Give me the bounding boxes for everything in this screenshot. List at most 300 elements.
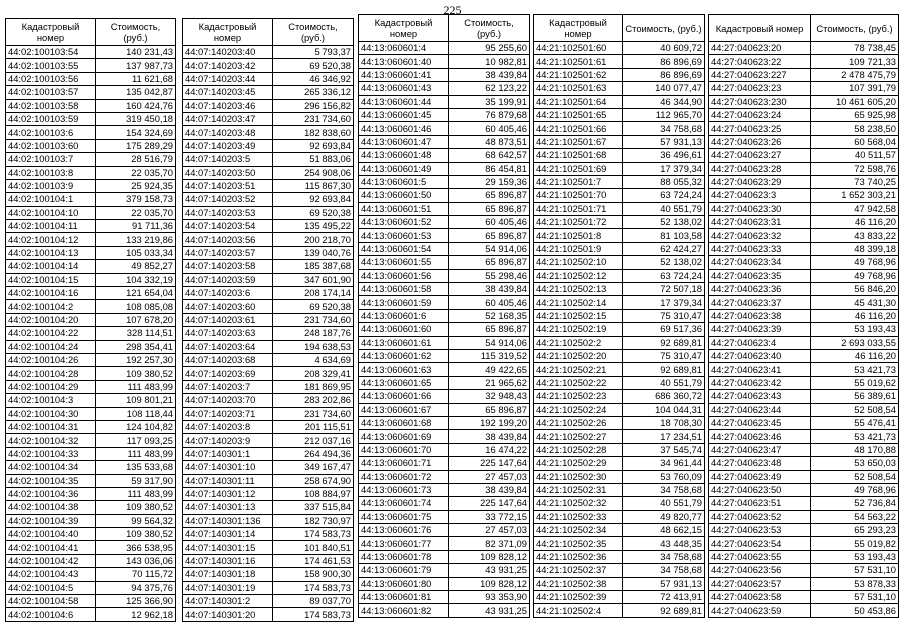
cost-cell: 107 678,20 [96, 313, 176, 326]
table-row [6, 528, 176, 541]
table-row [6, 434, 176, 447]
table-row [6, 179, 176, 192]
table-row [6, 260, 176, 273]
cost-cell: 17 234,51 [623, 430, 705, 443]
cost-cell: 35 199,91 [449, 95, 530, 108]
cadastral-number-cell: 44:13:060601:60 [359, 323, 449, 336]
cadastral-number-cell: 44:02:100103:55 [6, 59, 96, 72]
cadastral-number-cell: 44:27:040623:56 [709, 564, 811, 577]
table-row [183, 581, 354, 594]
cadastral-number-cell: 44:21:102502:27 [534, 430, 623, 443]
cadastral-number-cell: 44:27:040623:59 [709, 604, 811, 617]
cadastral-number-cell: 44:27:040623:31 [709, 216, 811, 229]
cost-cell: 109 828,12 [449, 577, 530, 590]
cost-cell: 86 896,69 [623, 55, 705, 68]
cost-cell: 55 298,46 [449, 269, 530, 282]
cost-cell: 65 896,87 [449, 256, 530, 269]
cost-cell: 194 638,53 [273, 340, 354, 353]
table-row [534, 430, 705, 443]
cost-cell: 225 147,64 [449, 497, 530, 510]
cost-cell: 58 238,50 [811, 122, 899, 135]
cadastral-number-cell: 44:21:102501:70 [534, 189, 623, 202]
cost-cell: 208 329,41 [273, 367, 354, 380]
cost-cell: 65 896,87 [449, 202, 530, 215]
table-row [183, 608, 354, 621]
cadastral-number-cell: 44:07:140203:63 [183, 327, 273, 340]
cadastral-number-cell: 44:07:140203:50 [183, 166, 273, 179]
cadastral-number-cell: 44:27:040623:34 [709, 256, 811, 269]
table-row [6, 447, 176, 460]
cadastral-number-cell: 44:07:140203:58 [183, 260, 273, 273]
cost-cell: 38 439,84 [449, 283, 530, 296]
cost-cell: 182 730,97 [273, 514, 354, 527]
cadastral-number-cell: 44:02:100104:36 [6, 487, 96, 500]
table-row [534, 269, 705, 282]
table-row [709, 483, 899, 496]
cost-cell: 68 642,57 [449, 149, 530, 162]
cadastral-number-cell: 44:07:140203:57 [183, 246, 273, 259]
cost-cell: 91 711,36 [96, 220, 176, 233]
table-row [359, 108, 530, 121]
table-row [359, 283, 530, 296]
table-row [6, 313, 176, 326]
cadastral-number-cell: 44:07:140301:14 [183, 528, 273, 541]
cadastral-number-cell: 44:21:102502:13 [534, 283, 623, 296]
cost-cell: 48 662,15 [623, 524, 705, 537]
cadastral-number-cell: 44:02:100104:26 [6, 353, 96, 366]
cost-cell: 231 734,60 [273, 112, 354, 125]
cadastral-number-cell: 44:02:100103:59 [6, 112, 96, 125]
table-row [359, 430, 530, 443]
cadastral-number-cell: 44:07:140203:69 [183, 367, 273, 380]
cost-cell: 105 033,34 [96, 246, 176, 259]
cadastral-number-cell: 44:27:040623:57 [709, 577, 811, 590]
cost-cell: 60 405,46 [449, 122, 530, 135]
cadastral-number-cell: 44:27:040623:38 [709, 309, 811, 322]
header-cadastral-number: Кадастровый номер [709, 15, 811, 42]
cost-cell: 88 055,32 [623, 175, 705, 188]
cost-cell: 38 439,84 [449, 430, 530, 443]
cadastral-number-cell: 44:13:060601:61 [359, 336, 449, 349]
cadastral-number-cell: 44:27:040623:227 [709, 68, 811, 81]
table-row [183, 528, 354, 541]
table-row [6, 394, 176, 407]
table-row [534, 202, 705, 215]
cost-cell: 265 336,12 [273, 86, 354, 99]
cost-cell: 175 289,29 [96, 139, 176, 152]
table-row [359, 202, 530, 215]
cadastral-number-cell: 44:13:060601:53 [359, 229, 449, 242]
table-row [183, 72, 354, 85]
cadastral-number-cell: 44:07:140203:42 [183, 59, 273, 72]
table-row [6, 153, 176, 166]
cost-cell: 109 801,21 [96, 394, 176, 407]
cost-cell: 182 838,60 [273, 126, 354, 139]
cadastral-number-cell: 44:21:102502:15 [534, 309, 623, 322]
header-cadastral-number: Кадастровый номер [183, 19, 273, 46]
table-row [183, 246, 354, 259]
cost-cell: 53 421,73 [811, 430, 899, 443]
table-row [359, 95, 530, 108]
page-number: 225 [443, 3, 462, 17]
cadastral-number-cell: 44:02:100104:34 [6, 461, 96, 474]
table-row [534, 497, 705, 510]
table-row [709, 416, 899, 429]
cost-cell: 296 156,82 [273, 99, 354, 112]
cost-cell: 38 439,84 [449, 68, 530, 81]
cadastral-number-cell: 44:07:140301:13 [183, 501, 273, 514]
cost-cell: 92 693,84 [273, 193, 354, 206]
table-row [183, 59, 354, 72]
cadastral-number-cell: 44:27:040623:51 [709, 497, 811, 510]
cadastral-number-cell: 44:07:140301:136 [183, 514, 273, 527]
table-row [534, 457, 705, 470]
cost-cell: 99 564,32 [96, 514, 176, 527]
cadastral-number-cell: 44:21:102502:22 [534, 376, 623, 389]
table-row [183, 193, 354, 206]
table-row [534, 229, 705, 242]
cadastral-number-cell: 44:13:060601:63 [359, 363, 449, 376]
table-row [6, 59, 176, 72]
cost-cell: 52 138,02 [623, 216, 705, 229]
cadastral-number-cell: 44:07:140203:45 [183, 86, 273, 99]
cost-cell: 108 118,44 [96, 407, 176, 420]
table-header-row [534, 15, 705, 42]
cost-cell: 34 758,68 [623, 122, 705, 135]
cost-cell: 111 483,99 [96, 447, 176, 460]
cost-cell: 89 037,70 [273, 595, 354, 608]
table-row [6, 514, 176, 527]
cost-cell: 45 431,30 [811, 296, 899, 309]
table-row [534, 135, 705, 148]
table-row [183, 474, 354, 487]
cost-cell: 46 344,90 [623, 95, 705, 108]
cadastral-number-cell: 44:13:060601:43 [359, 82, 449, 95]
cadastral-number-cell: 44:27:040623:35 [709, 269, 811, 282]
cadastral-number-cell: 44:13:060601:54 [359, 242, 449, 255]
cost-cell: 72 598,76 [811, 162, 899, 175]
cadastral-number-cell: 44:02:100104:41 [6, 541, 96, 554]
table-row [534, 390, 705, 403]
cost-cell: 109 380,52 [96, 367, 176, 380]
cadastral-number-cell: 44:27:040623:48 [709, 457, 811, 470]
table-row [534, 162, 705, 175]
cost-cell: 17 379,34 [623, 162, 705, 175]
cost-cell: 124 104,82 [96, 420, 176, 433]
table-row [6, 139, 176, 152]
cost-cell: 46 116,20 [811, 216, 899, 229]
cost-cell: 46 346,92 [273, 72, 354, 85]
cost-cell: 53 650,03 [811, 457, 899, 470]
cost-cell: 65 925,98 [811, 108, 899, 121]
cost-cell: 63 724,24 [623, 269, 705, 282]
cadastral-number-cell: 44:13:060601:48 [359, 149, 449, 162]
table-row [534, 189, 705, 202]
cost-cell: 140 077,47 [623, 82, 705, 95]
table-row [359, 550, 530, 563]
cost-cell: 52 508,54 [811, 470, 899, 483]
cadastral-number-cell: 44:13:060601:74 [359, 497, 449, 510]
table-row [709, 122, 899, 135]
table-row [6, 353, 176, 366]
cadastral-number-cell: 44:27:040623:58 [709, 591, 811, 604]
cost-cell: 208 174,14 [273, 287, 354, 300]
cost-cell: 258 674,90 [273, 474, 354, 487]
cost-cell: 53 193,43 [811, 550, 899, 563]
cadastral-number-cell: 44:13:060601:47 [359, 135, 449, 148]
table-row [709, 336, 899, 349]
cost-cell: 65 293,23 [811, 524, 899, 537]
table-row [359, 229, 530, 242]
table-row [359, 349, 530, 362]
cost-cell: 53 421,73 [811, 363, 899, 376]
cost-cell: 248 187,76 [273, 327, 354, 340]
cadastral-number-cell: 44:13:060601:56 [359, 269, 449, 282]
table-row [183, 126, 354, 139]
cost-cell: 57 931,13 [623, 577, 705, 590]
cadastral-number-cell: 44:13:060601:79 [359, 564, 449, 577]
table-row [359, 189, 530, 202]
cadastral-number-cell: 44:27:040623:25 [709, 122, 811, 135]
cost-cell: 158 900,30 [273, 568, 354, 581]
cadastral-number-cell: 44:27:040623:22 [709, 55, 811, 68]
cadastral-number-cell: 44:02:100104:30 [6, 407, 96, 420]
cadastral-number-cell: 44:02:100103:54 [6, 46, 96, 59]
table-row [359, 470, 530, 483]
table-row [183, 434, 354, 447]
cadastral-number-cell: 44:07:140203:48 [183, 126, 273, 139]
cadastral-number-cell: 44:21:102502:10 [534, 256, 623, 269]
table-row [534, 483, 705, 496]
cadastral-number-cell: 44:13:060601:72 [359, 470, 449, 483]
table-row [6, 193, 176, 206]
table-row [709, 510, 899, 523]
cost-cell: 32 948,43 [449, 390, 530, 403]
cadastral-number-cell: 44:07:140301:2 [183, 595, 273, 608]
cost-cell: 46 116,20 [811, 349, 899, 362]
table-row [359, 591, 530, 604]
table-row [359, 457, 530, 470]
cadastral-number-cell: 44:02:100104:10 [6, 206, 96, 219]
table-row [183, 447, 354, 460]
cadastral-number-cell: 44:21:102502:29 [534, 457, 623, 470]
cost-cell: 49 820,77 [623, 510, 705, 523]
cadastral-number-cell: 44:13:060601:59 [359, 296, 449, 309]
table-row [359, 135, 530, 148]
cost-cell: 212 037,16 [273, 434, 354, 447]
cost-cell: 181 869,95 [273, 380, 354, 393]
cadastral-number-cell: 44:21:102502:35 [534, 537, 623, 550]
cadastral-number-cell: 44:02:100104:12 [6, 233, 96, 246]
table-row [6, 246, 176, 259]
cost-cell: 135 533,68 [96, 461, 176, 474]
table-row [6, 568, 176, 581]
cadastral-number-cell: 44:21:102501:69 [534, 162, 623, 175]
cadastral-number-cell: 44:02:100104:5 [6, 581, 96, 594]
cadastral-number-cell: 44:13:060601:66 [359, 390, 449, 403]
cost-cell: 29 159,36 [449, 175, 530, 188]
cadastral-number-cell: 44:27:040623:28 [709, 162, 811, 175]
cost-cell: 1 652 303,21 [811, 189, 899, 202]
table-row [709, 604, 899, 617]
cost-cell: 82 371,09 [449, 537, 530, 550]
table-row [183, 206, 354, 219]
table-row [709, 309, 899, 322]
cadastral-number-cell: 44:13:060601:44 [359, 95, 449, 108]
cost-cell: 38 439,84 [449, 483, 530, 496]
cost-cell: 53 878,33 [811, 577, 899, 590]
cadastral-number-cell: 44:02:100104:38 [6, 501, 96, 514]
table-row [183, 380, 354, 393]
cost-cell: 65 896,87 [449, 323, 530, 336]
cadastral-number-cell: 44:02:100104:3 [6, 394, 96, 407]
cost-cell: 17 379,34 [623, 296, 705, 309]
cost-cell: 54 563,22 [811, 510, 899, 523]
cadastral-number-cell: 44:07:140301:16 [183, 554, 273, 567]
table-row [6, 72, 176, 85]
cost-cell: 60 405,46 [449, 216, 530, 229]
cost-cell: 72 413,91 [623, 591, 705, 604]
cost-cell: 154 324,69 [96, 126, 176, 139]
header-cost: Стоимость, (руб.) [449, 15, 530, 42]
header-cadastral-number: Кадастровый номер [534, 15, 623, 42]
cost-cell: 40 551,79 [623, 376, 705, 389]
cost-cell: 62 424,27 [623, 242, 705, 255]
cost-cell: 37 545,74 [623, 443, 705, 456]
table-row [709, 443, 899, 456]
table-row [709, 349, 899, 362]
cost-cell: 2 478 475,79 [811, 68, 899, 81]
cost-cell: 43 931,25 [449, 604, 530, 617]
table-row [183, 514, 354, 527]
cost-cell: 16 474,22 [449, 443, 530, 456]
cadastral-number-cell: 44:07:140203:52 [183, 193, 273, 206]
cadastral-number-cell: 44:21:102502:21 [534, 363, 623, 376]
table-row [183, 327, 354, 340]
cadastral-number-cell: 44:27:040623:27 [709, 149, 811, 162]
cadastral-number-cell: 44:21:102501:65 [534, 108, 623, 121]
cost-cell: 40 511,57 [811, 149, 899, 162]
table-row [6, 554, 176, 567]
cost-cell: 69 520,38 [273, 59, 354, 72]
cadastral-number-cell: 44:07:140203:9 [183, 434, 273, 447]
table-row [709, 216, 899, 229]
cost-table-1 [5, 18, 176, 622]
cadastral-number-cell: 44:27:040623:29 [709, 175, 811, 188]
table-row [709, 82, 899, 95]
cost-cell: 174 461,53 [273, 554, 354, 567]
cost-cell: 48 873,51 [449, 135, 530, 148]
cadastral-number-cell: 44:21:102502:4 [534, 604, 623, 617]
cost-cell: 121 654,04 [96, 287, 176, 300]
cadastral-number-cell: 44:13:060601:62 [359, 349, 449, 362]
cost-cell: 92 689,81 [623, 363, 705, 376]
cost-cell: 52 138,02 [623, 256, 705, 269]
cost-cell: 54 914,06 [449, 336, 530, 349]
cost-cell: 225 147,64 [449, 457, 530, 470]
cost-cell: 43 448,35 [623, 537, 705, 550]
cost-cell: 52 736,84 [811, 497, 899, 510]
cadastral-number-cell: 44:07:140301:19 [183, 581, 273, 594]
cadastral-number-cell: 44:27:040623:50 [709, 483, 811, 496]
cadastral-number-cell: 44:02:100104:1 [6, 193, 96, 206]
cost-cell: 60 405,46 [449, 296, 530, 309]
table-row [709, 283, 899, 296]
cadastral-number-cell: 44:07:140301:10 [183, 461, 273, 474]
table-row [534, 564, 705, 577]
table-row [183, 46, 354, 59]
cadastral-number-cell: 44:02:100103:7 [6, 153, 96, 166]
cadastral-number-cell: 44:21:102501:71 [534, 202, 623, 215]
table-row [359, 309, 530, 322]
header-cost: Стоимость, (руб.) [273, 19, 354, 46]
table-row [359, 55, 530, 68]
cost-cell: 69 517,36 [623, 323, 705, 336]
cadastral-number-cell: 44:27:040623:49 [709, 470, 811, 483]
table-row [6, 233, 176, 246]
cost-cell: 55 019,82 [811, 537, 899, 550]
cost-cell: 27 457,03 [449, 524, 530, 537]
cadastral-number-cell: 44:21:102501:66 [534, 122, 623, 135]
table-row [709, 68, 899, 81]
cost-cell: 283 202,86 [273, 394, 354, 407]
cost-cell: 254 908,06 [273, 166, 354, 179]
cadastral-number-cell: 44:21:102502:2 [534, 336, 623, 349]
cadastral-number-cell: 44:27:040623:47 [709, 443, 811, 456]
cost-cell: 51 883,06 [273, 153, 354, 166]
table-row [183, 353, 354, 366]
cost-cell: 140 231,43 [96, 46, 176, 59]
cadastral-number-cell: 44:27:040623:30 [709, 202, 811, 215]
cost-cell: 337 515,84 [273, 501, 354, 514]
cadastral-number-cell: 44:07:140203:44 [183, 72, 273, 85]
cost-cell: 47 942,58 [811, 202, 899, 215]
table-row [183, 112, 354, 125]
table-row [6, 166, 176, 179]
table-row [183, 461, 354, 474]
cadastral-number-cell: 44:21:102501:7 [534, 175, 623, 188]
cadastral-number-cell: 44:21:102502:19 [534, 323, 623, 336]
cost-cell: 53 760,09 [623, 470, 705, 483]
cadastral-number-cell: 44:13:060601:40 [359, 55, 449, 68]
table-row [709, 242, 899, 255]
cost-cell: 22 035,70 [96, 166, 176, 179]
cost-cell: 108 085,08 [96, 300, 176, 313]
cost-cell: 36 496,61 [623, 149, 705, 162]
cadastral-number-cell: 44:27:040623:53 [709, 524, 811, 537]
table-row [359, 524, 530, 537]
cost-cell: 319 450,18 [96, 112, 176, 125]
table-row [183, 99, 354, 112]
cost-cell: 264 494,36 [273, 447, 354, 460]
cadastral-number-cell: 44:07:140203:56 [183, 233, 273, 246]
cost-cell: 57 931,13 [623, 135, 705, 148]
cadastral-number-cell: 44:07:140203:47 [183, 112, 273, 125]
table-row [6, 206, 176, 219]
table-row [6, 608, 176, 621]
cadastral-number-cell: 44:07:140203:8 [183, 420, 273, 433]
cost-cell: 109 380,52 [96, 528, 176, 541]
cadastral-number-cell: 44:07:140301:12 [183, 487, 273, 500]
table-row [709, 42, 899, 55]
table-row [709, 55, 899, 68]
table-row [183, 86, 354, 99]
cadastral-number-cell: 44:13:060601:73 [359, 483, 449, 496]
cadastral-number-cell: 44:13:060601:75 [359, 510, 449, 523]
table-row [359, 443, 530, 456]
cadastral-number-cell: 44:13:060601:78 [359, 550, 449, 563]
cadastral-number-cell: 44:13:060601:41 [359, 68, 449, 81]
